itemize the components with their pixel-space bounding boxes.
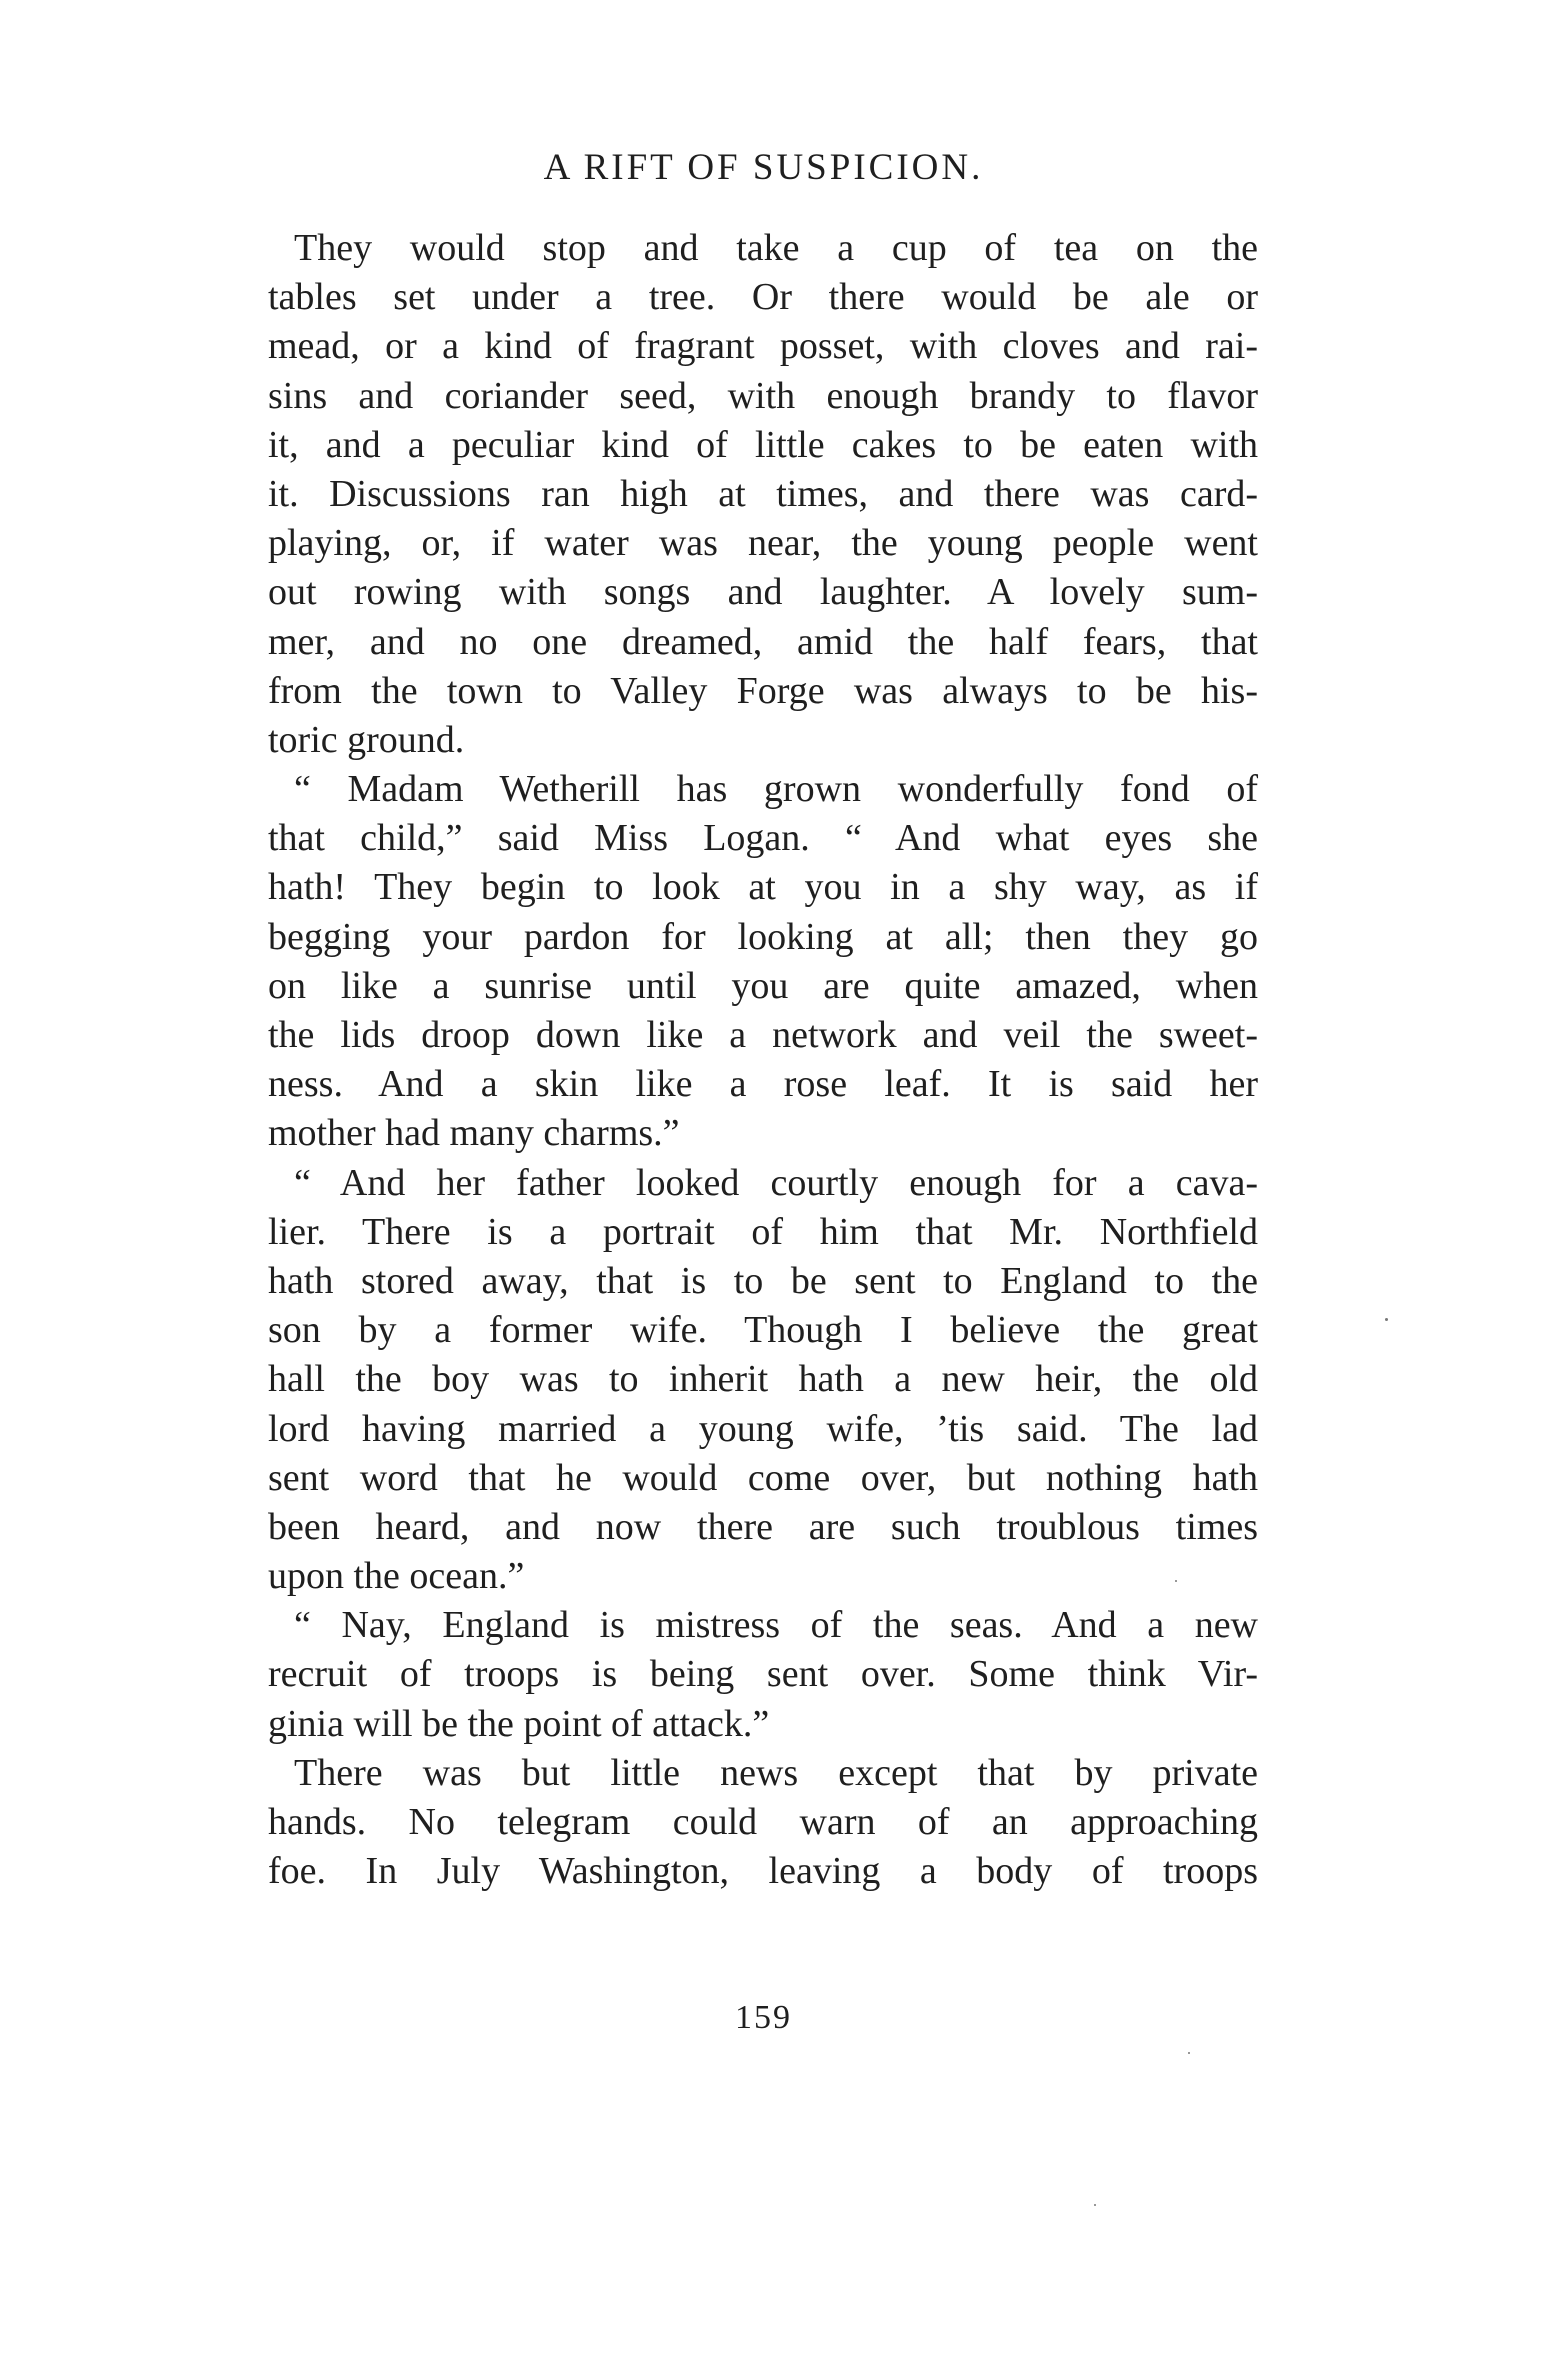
text-line: foe. In July Washington, leaving a body of troops	[268, 1850, 1258, 1893]
text-line: hands. No telegram could warn of an approaching	[268, 1801, 1258, 1843]
text-line: out rowing with songs and laughter. A lovely sum-	[268, 571, 1258, 614]
text-line: son by a former wife. Though I believe the great	[268, 1309, 1258, 1352]
text-line: ginia will be the point of attack.”	[268, 1702, 770, 1745]
text-line: sent word that he would come over, but nothing hath	[268, 1456, 1258, 1499]
print-speck	[1094, 2204, 1096, 2206]
text-line: lord having married a young wife, ’tis said. The lad	[268, 1407, 1258, 1450]
text-line: hath! They begin to look at you in a shy way, as if	[268, 866, 1258, 909]
body-text	[268, 224, 1258, 1896]
print-speck	[1188, 2052, 1190, 2054]
text-line: “ Nay, England is mistress of the seas. And a new	[294, 1604, 1258, 1647]
text-line: lier. There is a portrait of him that Mr. Northfield	[268, 1210, 1258, 1253]
text-line: recruit of troops is being sent over. Some think Vir-	[268, 1653, 1258, 1696]
text-line: from the town to Valley Forge was always to be his-	[268, 669, 1258, 712]
text-line: They would stop and take a cup of tea on the	[294, 227, 1258, 269]
text-line: the lids droop down like a network and veil the sweet-	[268, 1014, 1258, 1056]
text-line: There was but little news except that by private	[294, 1751, 1258, 1794]
text-line: it. Discussions ran high at times, and there was card-	[268, 472, 1258, 515]
text-line: sins and coriander seed, with enough brandy to flavor	[268, 374, 1258, 417]
text-line: on like a sunrise until you are quite amazed, when	[268, 964, 1258, 1007]
running-head: A RIFT OF SUSPICION.	[543, 147, 984, 188]
text-line: toric ground.	[268, 718, 465, 761]
text-line: mer, and no one dreamed, amid the half fears, that	[268, 620, 1258, 663]
text-line: mead, or a kind of fragrant posset, with cloves and rai-	[268, 325, 1258, 368]
text-line: “ Madam Wetherill has grown wonderfully fond of	[294, 768, 1258, 811]
text-line: ness. And a skin like a rose leaf. It is said her	[268, 1063, 1258, 1106]
print-speck	[1175, 1580, 1177, 1582]
text-line: hall the boy was to inherit hath a new heir, the old	[268, 1358, 1258, 1401]
text-line: tables set under a tree. Or there would be ale or	[268, 276, 1258, 319]
page-number: 159	[735, 1999, 792, 2036]
text-line: playing, or, if water was near, the young people went	[268, 522, 1258, 565]
text-line: upon the ocean.”	[268, 1555, 525, 1598]
print-speck	[1385, 1318, 1388, 1321]
text-line: begging your pardon for looking at all; then they go	[268, 915, 1258, 958]
text-line: mother had many charms.”	[268, 1112, 680, 1155]
text-line: been heard, and now there are such troublous times	[268, 1505, 1258, 1548]
text-line: that child,” said Miss Logan. “ And what eyes she	[268, 817, 1258, 860]
text-line: hath stored away, that is to be sent to England to the	[268, 1259, 1258, 1302]
text-line: it, and a peculiar kind of little cakes to be eaten with	[268, 423, 1258, 466]
text-line: “ And her father looked courtly enough for a cava-	[294, 1161, 1258, 1204]
